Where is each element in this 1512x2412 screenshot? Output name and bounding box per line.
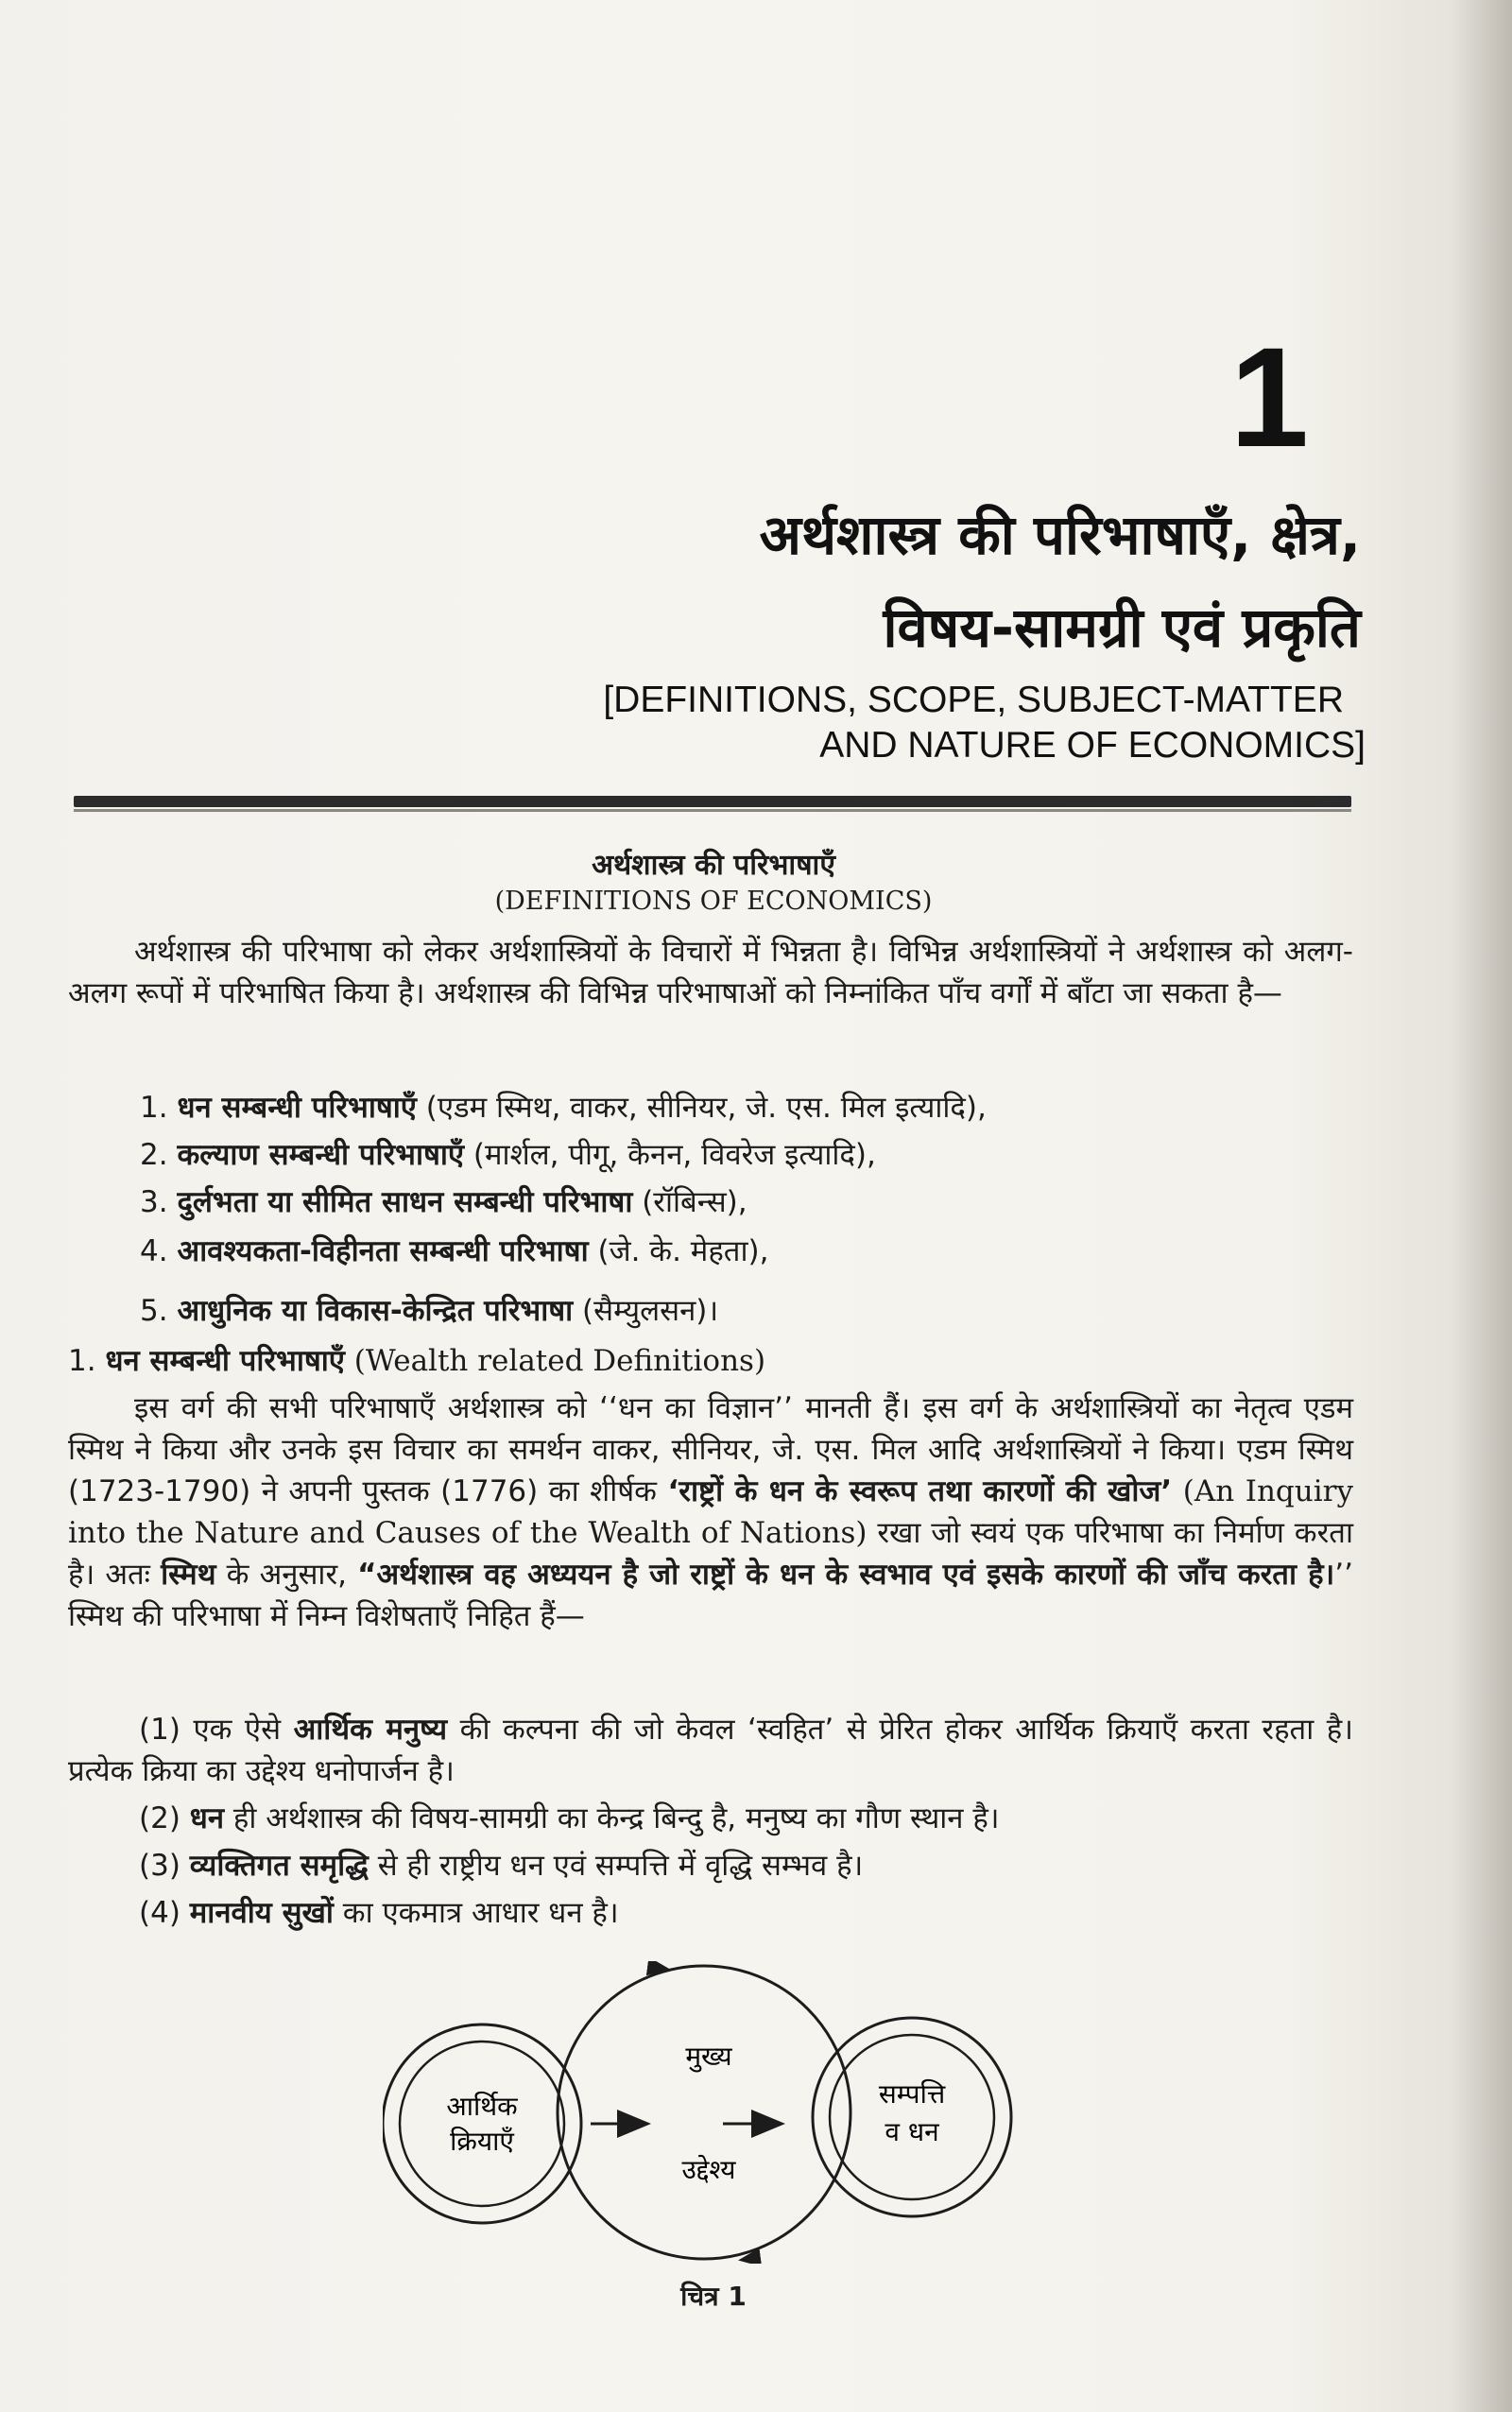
feature-1-num: (1) एक ऐसे (139, 1713, 294, 1747)
category-item-3 (140, 1181, 747, 1223)
section-heading-hindi: अर्थशास्त्र की परिभाषाएँ (592, 849, 835, 882)
feature-3-text: से ही राष्ट्रीय धन एवं सम्पत्ति में वृद्धि सम्भव है। (368, 1849, 864, 1883)
chapter-number: 1 (1229, 318, 1309, 476)
wealth-paragraph-block (68, 1387, 1353, 1637)
category-rest: (रॉबिन्स), (632, 1185, 747, 1219)
feature-4-bold: मानवीय सुखों (189, 1896, 334, 1930)
feature-2-num: (2) (139, 1801, 190, 1835)
wealth-p1-part-a: इस वर्ग की सभी परिभाषाएँ अर्थशास्त्र को ‘‘धन का विज्ञान’’ मानती हैं। इस वर्ग के अर्थशास्त्रियों का नेतृत्व एडम स्मिथ ने किया और उनके इस विचार का समर्थन वाकर, सीनियर, जे. एस. मिल आदि अर्थशास्त्रियों ने किया। एडम स्मिथ (1723-1790) ने अपनी पुस्तक (1776) का शीर्षक (68, 1391, 1353, 1508)
top-label: मुख्य (685, 2041, 732, 2072)
wealth-p1-part-e: के अनुसार, (215, 1558, 358, 1592)
category-bold: आवश्यकता-विहीनता सम्बन्धी परिभाषा (177, 1234, 589, 1268)
wealth-heading-num: 1. (68, 1344, 96, 1378)
feature-1-text: की कल्पना की जो केवल ‘स्वहित’ से प्रेरित होकर आर्थिक क्रियाएँ करता रहता है। प्रत्येक क्रिया का उद्देश्य धनोपार्जन है। (68, 1713, 1353, 1788)
category-bold: दुर्लभता या सीमित साधन सम्बन्धी परिभाषा (177, 1185, 633, 1219)
category-num: 3. (140, 1185, 168, 1219)
wealth-p1-part-g: ’’ स्मिथ की परिभाषा में निम्न विशेषताएँ निहित हैं— (68, 1558, 1353, 1633)
feature-4 (68, 1892, 1353, 1934)
wealth-heading-hindi: धन सम्बन्धी परिभाषाएँ (105, 1344, 345, 1378)
feature-1-bold: आर्थिक मनुष्य (293, 1713, 448, 1747)
right-label-line2: व धन (885, 2116, 939, 2147)
category-bold: कल्याण सम्बन्धी परिभाषाएँ (177, 1138, 465, 1172)
wealth-paragraph (68, 1387, 1353, 1637)
feature-2 (68, 1798, 1353, 1839)
feature-2-bold: धन (189, 1801, 225, 1835)
wealth-smith-definition: “अर्थशास्त्र वह अध्ययन है जो राष्ट्रों के धन के स्वभाव एवं इसके कारणों की जाँच करता है। (357, 1558, 1335, 1592)
category-item-2 (140, 1134, 876, 1176)
feature-1 (68, 1709, 1353, 1792)
category-item-1 (140, 1087, 987, 1128)
feature-3-num: (3) (139, 1849, 190, 1883)
feature-3 (68, 1845, 1353, 1887)
category-num: 1. (140, 1091, 168, 1125)
chapter-title-hindi-line1: अर्थशास्त्र की परिभाषाएँ, क्षेत्र, (759, 503, 1361, 567)
intro-paragraph: अर्थशास्त्र की परिभाषा को लेकर अर्थशास्त्रियों के विचारों में भिन्नता है। विभिन्न अर्थशास्त्रियों ने अर्थशास्त्र को अलग-अलग रूपों में परिभाषित किया है। अर्थशास्त्र की विभिन्न परिभाषाओं को निम्नांकित पाँच वर्गों में बाँटा जा सकता है— (68, 935, 1353, 1010)
chapter-title-english-line2: AND NATURE OF ECONOMICS] (819, 725, 1366, 766)
features-block (68, 1709, 1353, 1934)
category-num: 4. (140, 1234, 168, 1268)
chapter-title-english-line1: [DEFINITIONS, SCOPE, SUBJECT-MATTER (603, 680, 1344, 720)
figure-diagram (383, 1961, 1025, 2264)
section-heading-english: (DEFINITIONS OF ECONOMICS) (494, 887, 933, 916)
category-num: 2. (140, 1138, 168, 1172)
wealth-book-title-hindi: ‘राष्ट्रों के धन के स्वरूप तथा कारणों की खोज’ (667, 1474, 1173, 1508)
category-rest: (मार्शल, पीगू, कैनन, विवरेज इत्यादि), (464, 1138, 876, 1172)
left-label-line2: क्रियाएँ (450, 2126, 514, 2157)
wealth-smith-name: स्मिथ (161, 1558, 216, 1592)
wealth-section-heading (68, 1340, 765, 1382)
category-bold: आधुनिक या विकास-केन्द्रित परिभाषा (177, 1294, 574, 1328)
wealth-book-title-english: (An Inquiry into the Nature and Causes of the Wealth of Nations) रखा जो स्वयं एक परिभाषा का निर्माण करता है। अतः (68, 1474, 1353, 1592)
center-circle (558, 1966, 850, 2259)
feature-4-num: (4) (139, 1896, 190, 1930)
feature-3-bold: व्यक्तिगत समृद्धि (189, 1849, 369, 1883)
figure-caption: चित्र 1 (680, 2281, 747, 2312)
category-rest: (सैम्युलसन)। (573, 1294, 719, 1328)
category-num: 5. (140, 1294, 168, 1328)
category-item-5 (140, 1290, 718, 1332)
title-divider (74, 796, 1351, 807)
feature-2-text: ही अर्थशास्त्र की विषय-सामग्री का केन्द्र बिन्दु है, मनुष्य का गौण स्थान है। (224, 1801, 1000, 1835)
left-inner-circle (400, 2042, 564, 2206)
category-rest: (एडम स्मिथ, वाकर, सीनियर, जे. एस. मिल इत्यादि), (416, 1091, 987, 1125)
left-outer-circle (383, 2024, 581, 2223)
category-bold: धन सम्बन्धी परिभाषाएँ (177, 1091, 417, 1125)
feature-4-text: का एकमात्र आधार धन है। (333, 1896, 619, 1930)
wealth-heading-english: (Wealth related Definitions) (344, 1344, 766, 1378)
category-item-4 (140, 1231, 768, 1272)
intro-paragraph-block (68, 931, 1353, 1014)
left-label-line1: आर्थिक (446, 2091, 518, 2122)
bottom-label: उद्देश्य (681, 2154, 736, 2185)
arrow-bottom-circle (742, 2258, 756, 2260)
category-rest: (जे. के. मेहता), (588, 1234, 769, 1268)
right-label-line1: सम्पत्ति (878, 2078, 946, 2110)
title-divider-shadow (74, 809, 1351, 812)
arrow-top-circle (652, 1967, 666, 1969)
chapter-title-hindi-line2: विषय-सामग्री एवं प्रकृति (883, 595, 1361, 660)
